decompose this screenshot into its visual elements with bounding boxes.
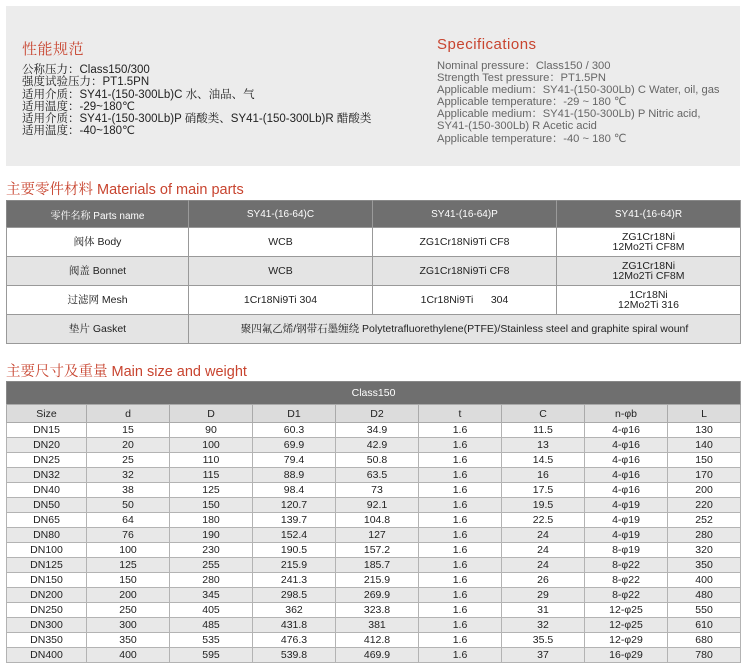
table-cell: 4-φ16 xyxy=(585,483,668,498)
spec-list-en xyxy=(437,60,720,145)
table-cell: 26 xyxy=(502,573,585,588)
table-row xyxy=(7,633,741,648)
spec-title-cn: 性能规范 xyxy=(22,41,85,58)
spec-line: Applicable medium：SY41-(150-300Lb) P Nitric acid, xyxy=(437,108,701,121)
class-label: Class150 xyxy=(7,382,741,405)
column-header: D xyxy=(170,405,253,423)
size-table-body xyxy=(7,423,741,663)
table-cell: DN100 xyxy=(7,543,87,558)
table-cell: 230 xyxy=(170,543,253,558)
table-cell: 250 xyxy=(87,603,170,618)
table-cell: 345 xyxy=(170,588,253,603)
table-cell: 680 xyxy=(668,633,741,648)
table-cell: 125 xyxy=(87,558,170,573)
table-cell: 140 xyxy=(668,438,741,453)
table-row xyxy=(7,513,741,528)
table-row xyxy=(7,468,741,483)
column-header: 零件名称 Parts name xyxy=(7,201,189,228)
table-cell: 110 xyxy=(170,453,253,468)
table-cell: 280 xyxy=(668,528,741,543)
column-header: L xyxy=(668,405,741,423)
table-cell: DN250 xyxy=(7,603,87,618)
table-cell: 60.3 xyxy=(253,423,336,438)
table-cell: 17.5 xyxy=(502,483,585,498)
column-header: d xyxy=(87,405,170,423)
table-cell: 350 xyxy=(87,633,170,648)
table-row xyxy=(7,558,741,573)
table-cell: 150 xyxy=(668,453,741,468)
table-cell: 63.5 xyxy=(336,468,419,483)
table-cell: DN25 xyxy=(7,453,87,468)
table-cell: 32 xyxy=(502,618,585,633)
material-c: WCB xyxy=(189,257,373,286)
table-cell: 255 xyxy=(170,558,253,573)
table-cell: 150 xyxy=(87,573,170,588)
table-cell: 120.7 xyxy=(253,498,336,513)
table-cell: 550 xyxy=(668,603,741,618)
table-cell: 12-φ25 xyxy=(585,618,668,633)
column-header: SY41-(16-64)P xyxy=(373,201,557,228)
table-cell: 98.4 xyxy=(253,483,336,498)
table-cell: 88.9 xyxy=(253,468,336,483)
column-header: D1 xyxy=(253,405,336,423)
table-cell: 469.9 xyxy=(336,648,419,663)
table-cell: 8-φ22 xyxy=(585,558,668,573)
gasket-material: 聚四氟乙烯/钢带石墨缠绕 Polytetrafluorethylene(PTFE)/Stainless steel and graphite spiral wounf xyxy=(189,315,741,344)
table-cell: 92.1 xyxy=(336,498,419,513)
table-cell: 152.4 xyxy=(253,528,336,543)
table-cell: 8-φ22 xyxy=(585,573,668,588)
table-cell: 1.6 xyxy=(419,648,502,663)
column-header: n-φb xyxy=(585,405,668,423)
table-row xyxy=(7,573,741,588)
part-name: 阀体 Body xyxy=(7,228,189,257)
table-cell: 8-φ19 xyxy=(585,543,668,558)
spec-line: 强度试验压力：PT1.5PN xyxy=(22,76,150,89)
column-header: Size xyxy=(7,405,87,423)
table-cell: 4-φ16 xyxy=(585,423,668,438)
spec-list-cn xyxy=(22,64,371,138)
table-cell: 610 xyxy=(668,618,741,633)
table-row xyxy=(7,648,741,663)
table-cell: 12-φ29 xyxy=(585,633,668,648)
table-cell: DN200 xyxy=(7,588,87,603)
table-cell: DN32 xyxy=(7,468,87,483)
table-cell: 298.5 xyxy=(253,588,336,603)
table-cell: 50.8 xyxy=(336,453,419,468)
table-cell: 200 xyxy=(668,483,741,498)
table-cell: 269.9 xyxy=(336,588,419,603)
table-cell: 1.6 xyxy=(419,633,502,648)
table-cell: 381 xyxy=(336,618,419,633)
material-r-line: 12Mo2Ti 316 xyxy=(618,299,679,311)
material-p: ZG1Cr18Ni9Ti CF8 xyxy=(373,228,557,257)
table-cell: 25 xyxy=(87,453,170,468)
table-cell: 476.3 xyxy=(253,633,336,648)
table-cell: DN15 xyxy=(7,423,87,438)
table-cell: DN125 xyxy=(7,558,87,573)
table-cell: 535 xyxy=(170,633,253,648)
table-cell: 180 xyxy=(170,513,253,528)
table-cell: 150 xyxy=(170,498,253,513)
table-cell: 1.6 xyxy=(419,453,502,468)
table-cell: 241.3 xyxy=(253,573,336,588)
table-cell: 69.9 xyxy=(253,438,336,453)
table-cell: 20 xyxy=(87,438,170,453)
table-cell: 14.5 xyxy=(502,453,585,468)
column-header: SY41-(16-64)R xyxy=(557,201,741,228)
table-cell: 104.8 xyxy=(336,513,419,528)
material-r-line: 12Mo2Ti CF8M xyxy=(612,270,685,282)
column-header: C xyxy=(502,405,585,423)
material-p: ZG1Cr18Ni9Ti CF8 xyxy=(373,257,557,286)
table-cell: 115 xyxy=(170,468,253,483)
table-row xyxy=(7,603,741,618)
table-cell: 19.5 xyxy=(502,498,585,513)
table-header-row xyxy=(7,405,741,423)
table-cell: 4-φ19 xyxy=(585,513,668,528)
column-header: t xyxy=(419,405,502,423)
table-cell: 485 xyxy=(170,618,253,633)
table-cell: 539.8 xyxy=(253,648,336,663)
table-cell: 362 xyxy=(253,603,336,618)
table-cell: 405 xyxy=(170,603,253,618)
table-cell: 400 xyxy=(668,573,741,588)
part-name: 阀盖 Bonnet xyxy=(7,257,189,286)
materials-section-title: 主要零件材料 Materials of main parts xyxy=(6,182,244,198)
spec-line: 公称压力：Class150/300 xyxy=(22,64,150,76)
table-cell: 73 xyxy=(336,483,419,498)
table-cell: 400 xyxy=(87,648,170,663)
column-header: D2 xyxy=(336,405,419,423)
table-cell: 79.4 xyxy=(253,453,336,468)
table-cell: 11.5 xyxy=(502,423,585,438)
table-row xyxy=(7,543,741,558)
table-cell: 22.5 xyxy=(502,513,585,528)
table-cell: 4-φ19 xyxy=(585,528,668,543)
table-row xyxy=(7,498,741,513)
table-row xyxy=(7,257,741,286)
table-cell: DN20 xyxy=(7,438,87,453)
table-cell: 1.6 xyxy=(419,513,502,528)
table-cell: 8-φ22 xyxy=(585,588,668,603)
table-row xyxy=(7,588,741,603)
spec-line: Applicable temperature：-29 ~ 180 ℃ xyxy=(437,96,627,109)
table-cell: 4-φ16 xyxy=(585,438,668,453)
table-cell: 190 xyxy=(170,528,253,543)
table-cell: 16-φ29 xyxy=(585,648,668,663)
spec-line: Applicable medium：SY41-(150-300Lb) C Water, oil, gas xyxy=(437,84,720,97)
spec-line: 适用温度：-40~180℃ xyxy=(22,125,135,138)
table-cell: 90 xyxy=(170,423,253,438)
table-row xyxy=(7,528,741,543)
table-cell: 127 xyxy=(336,528,419,543)
table-row xyxy=(7,453,741,468)
table-cell: 1.6 xyxy=(419,573,502,588)
table-cell: 32 xyxy=(87,468,170,483)
table-cell: 16 xyxy=(502,468,585,483)
spec-line: Nominal pressure：Class150 / 300 xyxy=(437,60,611,72)
table-row xyxy=(7,423,741,438)
table-row xyxy=(7,228,741,257)
table-cell: DN40 xyxy=(7,483,87,498)
table-cell: 100 xyxy=(87,543,170,558)
spec-line: Applicable temperature：-40 ~ 180 ℃ xyxy=(437,132,627,145)
table-cell: 190.5 xyxy=(253,543,336,558)
table-row xyxy=(7,438,741,453)
table-cell: 1.6 xyxy=(419,543,502,558)
size-section-title: 主要尺寸及重量 Main size and weight xyxy=(6,364,247,380)
table-cell: 1.6 xyxy=(419,498,502,513)
table-cell: 595 xyxy=(170,648,253,663)
table-cell: 1.6 xyxy=(419,438,502,453)
spec-title-en: Specifications xyxy=(437,36,537,53)
table-row xyxy=(7,286,741,315)
spec-line: 适用介质：SY41-(150-300Lb)P 硝酸类、SY41-(150-300Lb)R 醋酸类 xyxy=(22,113,372,126)
table-cell: 1.6 xyxy=(419,603,502,618)
table-cell: 1.6 xyxy=(419,588,502,603)
materials-table xyxy=(6,200,741,344)
table-cell: 200 xyxy=(87,588,170,603)
table-cell: 1.6 xyxy=(419,483,502,498)
table-cell: 50 xyxy=(87,498,170,513)
table-row xyxy=(7,483,741,498)
spec-line: 适用温度：-29~180℃ xyxy=(22,100,135,113)
column-header: SY41-(16-64)C xyxy=(189,201,373,228)
table-cell: 31 xyxy=(502,603,585,618)
table-cell: 1.6 xyxy=(419,423,502,438)
table-cell: 300 xyxy=(87,618,170,633)
table-cell: DN350 xyxy=(7,633,87,648)
table-cell: DN400 xyxy=(7,648,87,663)
table-cell: 323.8 xyxy=(336,603,419,618)
table-cell: 130 xyxy=(668,423,741,438)
table-cell: 76 xyxy=(87,528,170,543)
table-cell: DN300 xyxy=(7,618,87,633)
table-cell: 1.6 xyxy=(419,468,502,483)
table-cell: 12-φ25 xyxy=(585,603,668,618)
part-name: 过滤网 Mesh xyxy=(7,286,189,315)
table-cell: 412.8 xyxy=(336,633,419,648)
part-name: 垫片 Gasket xyxy=(7,315,189,344)
table-cell: 215.9 xyxy=(336,573,419,588)
material-c: WCB xyxy=(189,228,373,257)
table-row xyxy=(7,618,741,633)
table-cell: 15 xyxy=(87,423,170,438)
material-r xyxy=(557,228,741,257)
material-r-line: 12Mo2Ti CF8M xyxy=(612,241,685,253)
table-row xyxy=(7,315,741,344)
table-cell: 157.2 xyxy=(336,543,419,558)
table-cell: 29 xyxy=(502,588,585,603)
table-cell: 431.8 xyxy=(253,618,336,633)
table-cell: 4-φ19 xyxy=(585,498,668,513)
table-cell: DN80 xyxy=(7,528,87,543)
table-cell: 780 xyxy=(668,648,741,663)
table-cell: 139.7 xyxy=(253,513,336,528)
table-cell: 100 xyxy=(170,438,253,453)
table-cell: DN65 xyxy=(7,513,87,528)
table-cell: 215.9 xyxy=(253,558,336,573)
table-cell: 480 xyxy=(668,588,741,603)
table-header-row xyxy=(7,201,741,228)
spec-line: Strength Test pressure：PT1.5PN xyxy=(437,72,606,85)
table-cell: 24 xyxy=(502,558,585,573)
table-cell: 1.6 xyxy=(419,528,502,543)
table-cell: 4-φ16 xyxy=(585,468,668,483)
material-r-line: ZG1Cr18Ni xyxy=(621,231,676,243)
table-cell: DN50 xyxy=(7,498,87,513)
material-r-line: 1Cr18Ni xyxy=(629,289,668,301)
table-cell: 34.9 xyxy=(336,423,419,438)
table-cell: 320 xyxy=(668,543,741,558)
table-cell: 1.6 xyxy=(419,558,502,573)
table-cell: 252 xyxy=(668,513,741,528)
material-p: 1Cr18Ni9Ti 304 xyxy=(373,286,557,315)
table-cell: 185.7 xyxy=(336,558,419,573)
table-cell: 4-φ16 xyxy=(585,453,668,468)
table-cell: 37 xyxy=(502,648,585,663)
table-cell: 170 xyxy=(668,468,741,483)
table-cell: 24 xyxy=(502,543,585,558)
size-table xyxy=(6,381,741,663)
material-r-line: ZG1Cr18Ni xyxy=(621,260,676,272)
material-c: 1Cr18Ni9Ti 304 xyxy=(189,286,373,315)
table-cell: 280 xyxy=(170,573,253,588)
spec-line: 适用介质：SY41-(150-300Lb)C 水、油品、气 xyxy=(22,88,255,101)
table-cell: 125 xyxy=(170,483,253,498)
table-cell: 38 xyxy=(87,483,170,498)
table-cell: DN150 xyxy=(7,573,87,588)
class-header-row xyxy=(7,382,741,405)
table-cell: 24 xyxy=(502,528,585,543)
table-cell: 35.5 xyxy=(502,633,585,648)
material-r xyxy=(557,257,741,286)
table-cell: 220 xyxy=(668,498,741,513)
table-cell: 1.6 xyxy=(419,618,502,633)
table-cell: 350 xyxy=(668,558,741,573)
spec-line: SY41-(150-300Lb) R Acetic acid xyxy=(437,120,597,133)
table-cell: 64 xyxy=(87,513,170,528)
material-r xyxy=(557,286,741,315)
table-cell: 42.9 xyxy=(336,438,419,453)
table-cell: 13 xyxy=(502,438,585,453)
